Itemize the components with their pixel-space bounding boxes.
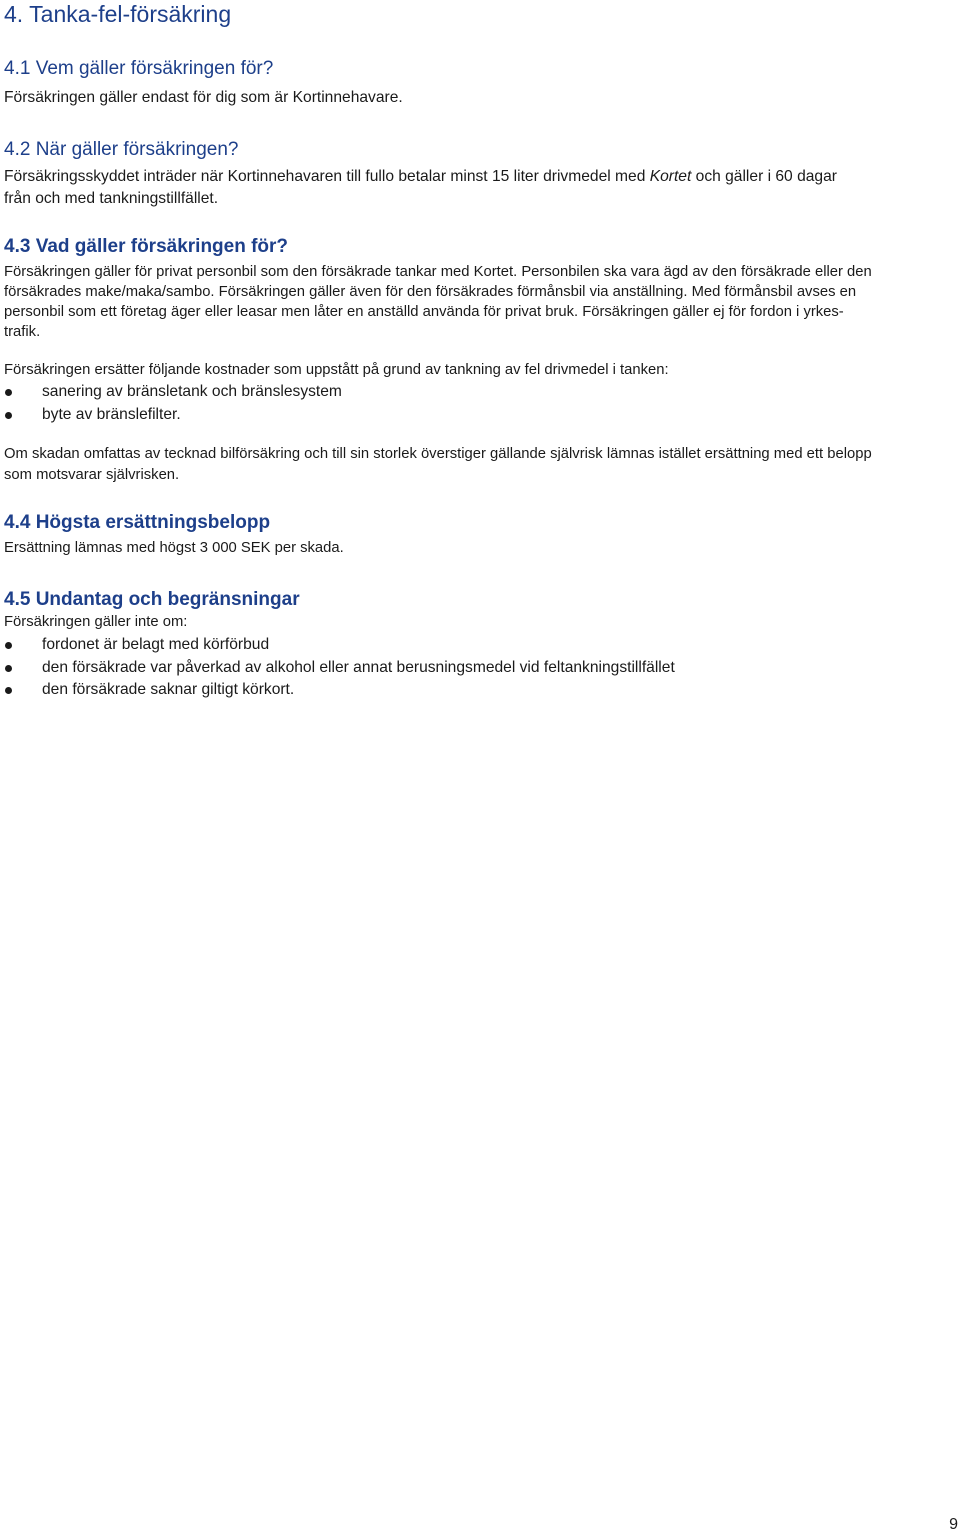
bullet-icon [5,665,12,672]
bullet-icon [5,389,12,396]
deductible-line-1: Om skadan omfattas av tecknad bilförsäkring och till sin storlek överstiger gällande självrisk lämnas istället ersättning med ett belopp [4,446,872,462]
section-4-3-line-4: trafik. [4,324,41,340]
list-item: sanering av bränsletank och bränslesystem [4,381,342,404]
deductible-line-2: som motsvarar självrisken. [4,467,180,483]
section-4-1-text: Försäkringen gäller endast för dig som är Kortinnehavare. [4,89,403,106]
section-4-2-line-1: Försäkringsskyddet inträder när Kortinnehavaren till fullo betalar minst 15 liter drivmedel med Kortet och gäller i 60 dagar [4,168,837,185]
exclusions-intro: Försäkringen gäller inte om: [4,614,188,630]
list-item: den försäkrade var påverkad av alkohol eller annat berusningsmedel vid feltankningstillfället [4,657,675,680]
bullet-icon [5,412,12,419]
list-item: fordonet är belagt med körförbud [4,634,675,657]
bullet-icon [5,642,12,649]
kortet-emphasis: Kortet [649,168,692,185]
section-4-5-title: 4.5 Undantag och begränsningar [4,589,300,610]
page-number: 9 [949,1516,958,1533]
section-4-3-line-1: Försäkringen gäller för privat personbil som den försäkrade tankar med Kortet. Personbilen ska vara ägd av den försäkrade eller den [4,264,872,280]
section-4-3-line-3: personbil som ett företag äger eller leasar men låter en anställd använda för privat bruk. Försäkringen gäller ej för fordon i yrkes- [4,304,844,320]
section-4-2-line-2: från och med tankningstillfället. [4,190,219,207]
section-4-3-line-2: försäkrades make/maka/sambo. Försäkringen gäller även för den försäkrades förmånsbil via anställning. Med förmånsbil avses en [4,284,857,300]
list-item: byte av bränslefilter. [4,404,342,427]
section-4-4-text: Ersättning lämnas med högst 3 000 SEK per skada. [4,540,344,556]
section-4-1-title: 4.1 Vem gäller försäkringen för? [4,58,274,79]
section-4-4-title: 4.4 Högsta ersättningsbelopp [4,512,271,533]
costs-list [4,381,342,426]
exclusions-list [4,634,675,702]
section-4-3-title: 4.3 Vad gäller försäkringen för? [4,236,289,257]
page-heading: 4. Tanka-fel-försäkring [4,1,232,27]
list-item: den försäkrade saknar giltigt körkort. [4,679,675,702]
bullet-icon [5,687,12,694]
section-4-2-title: 4.2 När gäller försäkringen? [4,139,239,160]
costs-intro: Försäkringen ersätter följande kostnader som uppstått på grund av tankning av fel drivmedel i tanken: [4,362,669,378]
